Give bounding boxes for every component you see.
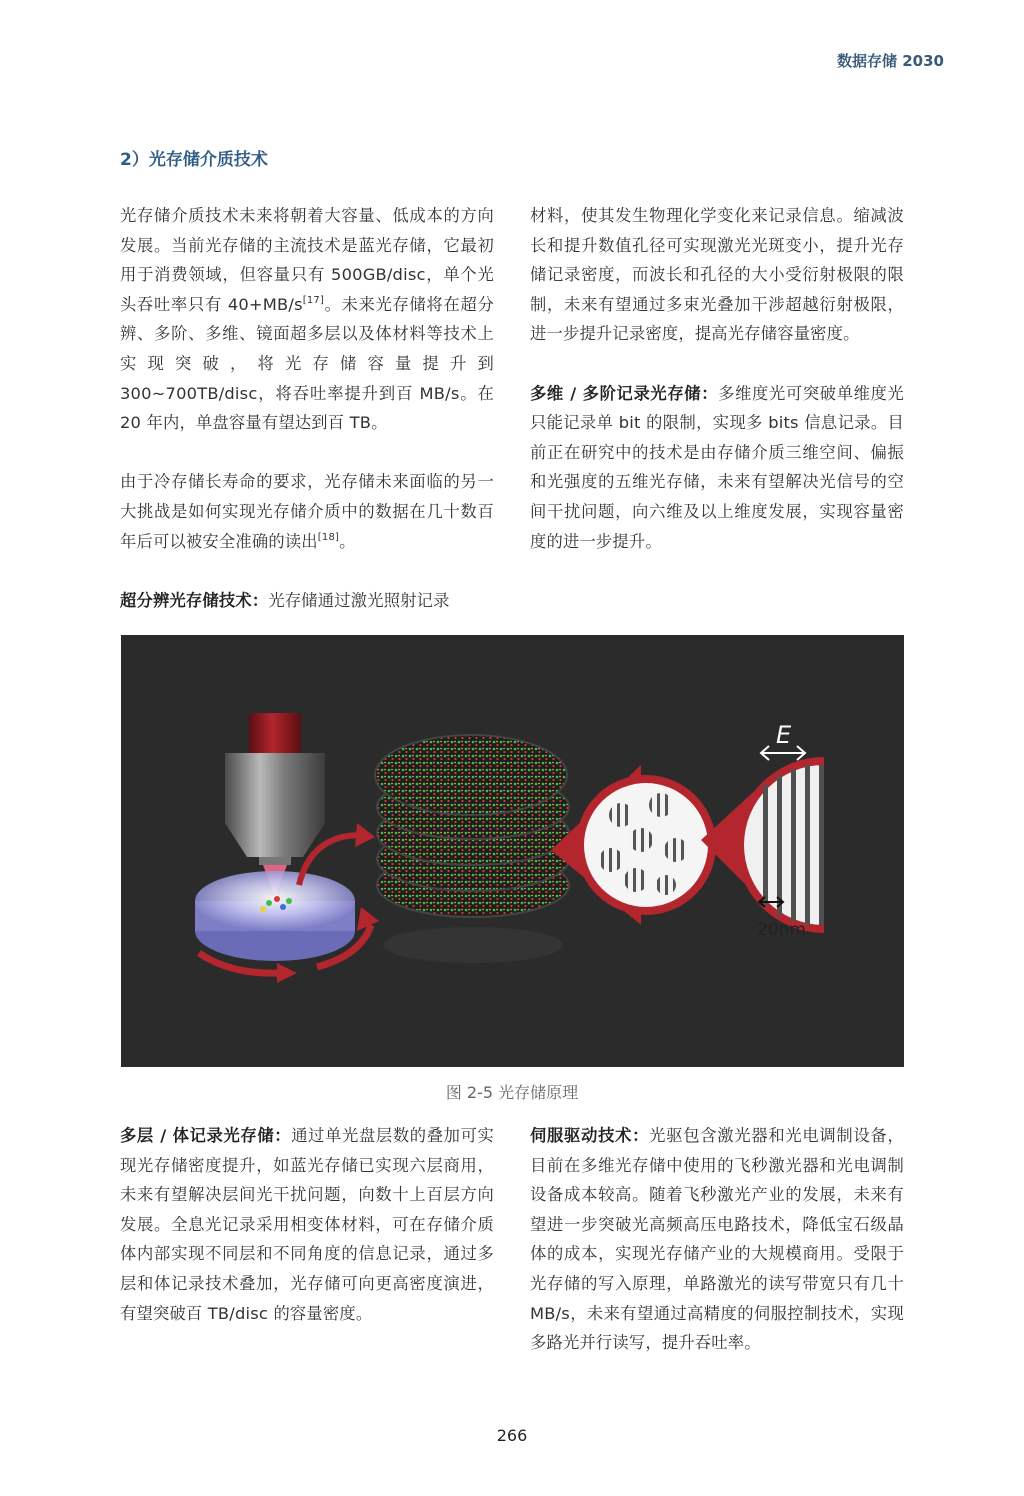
citation-18[interactable]: [18]: [317, 531, 340, 543]
figure-optical-storage: [121, 635, 904, 1067]
rotating-disc: [195, 871, 355, 961]
lead-super-resolution: 超分辨光存储技术：: [120, 590, 269, 610]
page-number: 266: [496, 1426, 528, 1445]
column-bottom-left: [120, 1121, 494, 1328]
lead-servo: 伺服驱动技术：: [530, 1126, 650, 1145]
objective-lens: [225, 713, 325, 865]
lead-multidimensional: 多维 / 多阶记录光存储：: [530, 383, 719, 403]
label-e-field: E: [776, 721, 792, 749]
paragraph-intro: 光存储介质技术未来将朝着大容量、低成本的方向发展。当前光存储的主流技术是蓝光存储，它最初用于消费领域，但容量只有 500GB/disc，单个光头吞吐率只有 40+MB/s[17]。未来光存储将在超分辨、多阶、多维、镜面超多层以及体材料等技术上实现突破，将光存储容量提升到 300~700TB/disc，将吞吐率提升到百 MB/s。在 20 年内，单盘容量有望达到百 TB。: [120, 206, 494, 433]
figure-caption: 图 2-5 光存储原理: [445, 1083, 579, 1102]
column-top-right: [530, 201, 904, 556]
paragraph-super-resolution-cont: 材料，使其发生物理化学变化来记录信息。缩减波长和提升数值孔径可实现激光光斑变小，提升光存储记录密度，而波长和孔径的大小受衍射极限的限制，未来有望通过多束光叠加干涉超越衍射极限，进一步提升记录密度，提高光存储容量密度。: [530, 206, 904, 344]
citation-17[interactable]: [17]: [302, 294, 325, 306]
column-top-left: [120, 201, 494, 615]
paragraph-super-resolution: 超分辨光存储技术：光存储通过激光照射记录: [120, 590, 450, 610]
paragraph-multidimensional: 多维 / 多阶记录光存储：多维度光可突破单维度光只能记录单 bit 的限制，实现多 bits 信息记录。目前正在研究中的技术是由存储介质三维空间、偏振和光强度的五维光存储，未来有望解决光信号的空间干扰问题，向六维及以上维度发展，实现容量密度的进一步提升。: [530, 383, 904, 551]
paragraph-servo: 伺服驱动技术：光驱包含激光器和光电调制设备，目前在多维光存储中使用的飞秒激光器和光电调制设备成本较高。随着飞秒激光产业的发展，未来有望进一步突破光高频高压电路技术，降低宝石级晶体的成本，实现光存储产业的大规模商用。受限于光存储的写入原理，单路激光的读写带宽只有几十 MB/s，未来有望通过高精度的伺服控制技术，实现多路光并行读写，提升吞吐率。: [530, 1126, 904, 1353]
paragraph-cold-storage: 由于冷存储长寿命的要求，光存储未来面临的另一大挑战是如何实现光存储介质中的数据在几十数百年后可以被安全准确的读出[18]。: [120, 472, 494, 551]
running-header: 数据存储 2030: [837, 52, 944, 70]
multilayer-stack: [375, 735, 569, 963]
zoom-dots-view: [551, 765, 716, 925]
optical-storage-illustration: [121, 635, 904, 1067]
lead-multilayer: 多层 / 体记录光存储：: [120, 1126, 292, 1145]
section-heading: 2）光存储介质技术: [120, 150, 268, 170]
label-scale: 20nm: [757, 920, 806, 940]
paragraph-multilayer: 多层 / 体记录光存储：通过单光盘层数的叠加可实现光存储密度提升，如蓝光存储已实现六层商用，未来有望解决层间光干扰问题，向数十上百层方向发展。全息光记录采用相变体材料，可在存储介质体内部实现不同层和不同角度的信息记录，通过多层和体记录技术叠加，光存储可向更高密度演进，有望突破百 TB/disc 的容量密度。: [120, 1126, 494, 1323]
column-bottom-right: [530, 1121, 904, 1358]
